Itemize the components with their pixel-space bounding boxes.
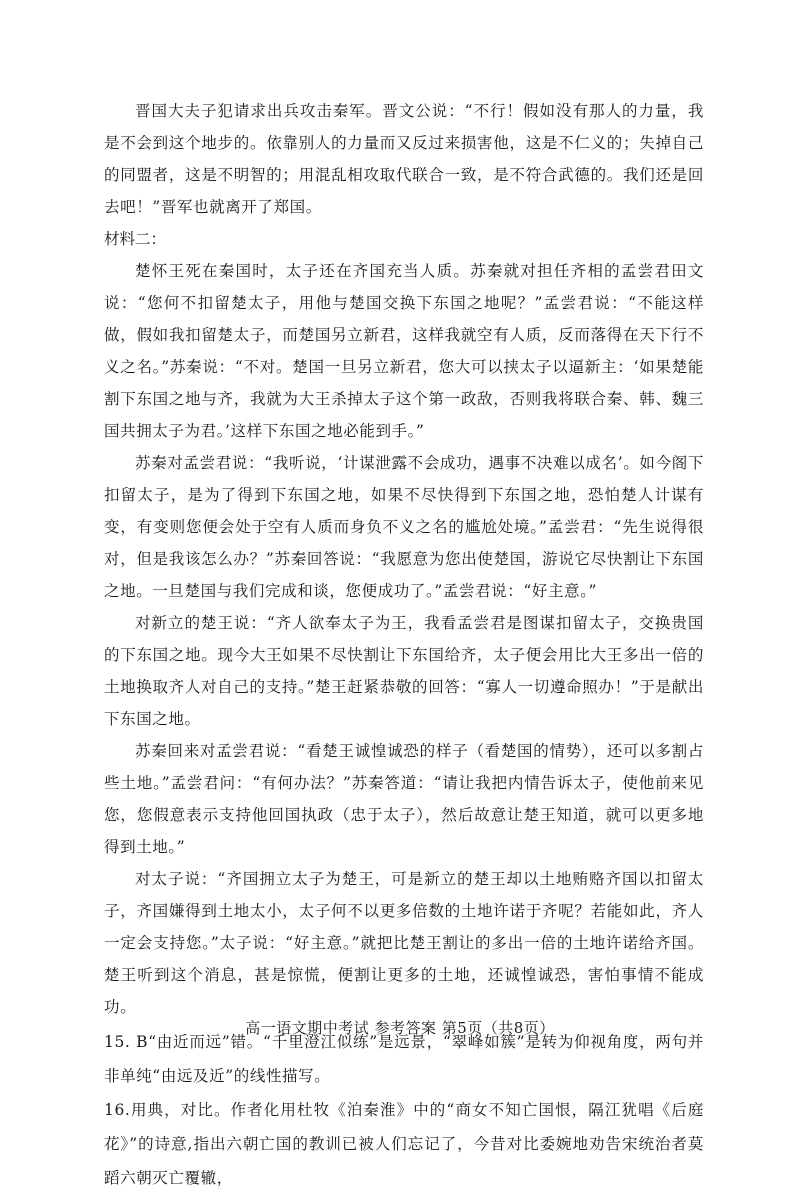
material1-tail-paragraph: 晋国大夫子犯请求出兵攻击秦军。晋文公说：“不行！假如没有那人的力量，我是不会到这个地步的。依靠别人的力量而又反过来损害他，这是不仁义的；失掉自己的同盟者，这是不明智的；用混乱相攻取代联合一致，是不符合武德的。我们还是回去吧！”晋军也就离开了郑国。 [104,102,704,216]
material2-paragraph-2: 苏秦对孟尝君说：“我听说，‘计谋泄露不会成功，遇事不决难以成名’。如今阁下扣留太子，是为了得到下东国之地，如果不尽快得到下东国之地，恐怕楚人计谋有变，有变则您便会处于空有人质而身负不义之名的尴尬处境。”孟尝君：“先生说得很对，但是我该怎么办？”苏秦回答说：“我愿意为您出使楚国，游说它尽快割让下东国之地。一旦楚国与我们完成和谈，您便成功了。”孟尝君说：“好主意。” [104,454,704,600]
material2-paragraph-1: 楚怀王死在秦国时，太子还在齐国充当人质。苏秦就对担任齐相的孟尝君田文说：“您何不扣留楚太子，用他与楚国交换下东国之地呢？”孟尝君说：“不能这样做，假如我扣留楚太子，而楚国另立新君，这样我就空有人质，反而落得在天下行不义之名。”苏秦说：“不对。楚国一旦另立新君，您大可以挟太子以逼新主：‘如果楚能割下东国之地与齐，我就为大王杀掉太子这个第一政敌，否则我将联合秦、韩、魏三国共拥太子为君。’这样下东国之地必能到手。” [104,262,704,440]
answer-15: 15. B“由近而远”错。“千里澄江似练”是远景，“翠峰如簇”是转为仰视角度，两句并非单纯“由远及近”的线性描写。 [104,1033,704,1085]
material2-paragraph-4: 苏秦回来对孟尝君说：“看楚王诚惶诚恐的样子（看楚国的情势），还可以多割占些土地。”孟尝君问：“有何办法？”苏秦答道：“请让我把内情告诉太子，使他前来见您，您假意表示支持他回国执政（忠于太子），然后故意让楚王知道，就可以更多地得到土地。” [104,742,704,856]
material2-paragraph-3: 对新立的楚王说：“齐人欲奉太子为王，我看孟尝君是图谋扣留太子，交换贵国的下东国之地。现今大王如果不尽快割让下东国给齐，太子便会用比大王多出一倍的土地换取齐人对自己的支持。”楚王赶紧恭敬的回答：“寡人一切遵命照办！”于是献出下东国之地。 [104,614,704,728]
answer-16: 16.用典，对比。作者化用杜牧《泊秦淮》中的“商女不知亡国恨，隔江犹唱《后庭花》”的诗意,指出六朝亡国的教训已被人们忘记了，今昔对比委婉地劝告宋统治者莫蹈六朝灭亡覆辙， [104,1101,704,1187]
material2-label: 材料二： [104,230,167,248]
material2-paragraph-5: 对太子说：“齐国拥立太子为楚王，可是新立的楚王却以土地贿赂齐国以扣留太子，齐国嫌得到土地太小，太子何不以更多倍数的土地许诺于齐呢？若能如此，齐人一定会支持您。”太子说：“好主意。”就把比楚王割让的多出一倍的土地许诺给齐国。楚王听到这个消息，甚是惊慌，便割让更多的土地，还诚惶诚恐，害怕事情不能成功。 [104,870,704,1016]
page-footer: 高一语文期中考试 参考答案 第5页（共8页） [245,1019,555,1037]
